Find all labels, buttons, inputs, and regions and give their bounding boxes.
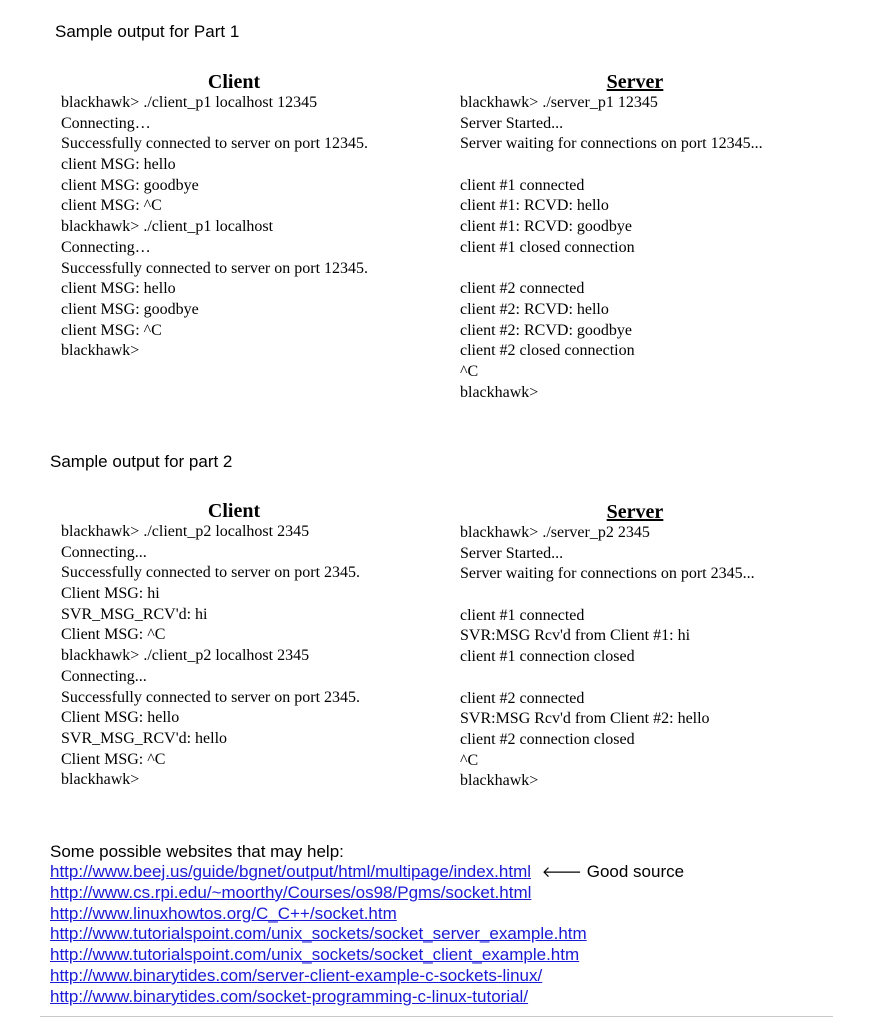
- output-line: blackhawk>: [460, 383, 539, 401]
- good-source-note: [542, 862, 684, 881]
- output-line: blackhawk> ./client_p1 localhost: [61, 218, 274, 236]
- output-line: client #1 connected: [460, 176, 585, 194]
- output-line: client #2 connected: [460, 280, 585, 298]
- output-line: Connecting...: [61, 667, 147, 685]
- blank-line: [460, 585, 840, 606]
- output-line: Successfully connected to server on port 2345.: [61, 688, 361, 706]
- part1-server-heading: Server: [606, 71, 664, 93]
- output-line: client MSG: goodbye: [61, 176, 199, 194]
- output-line: blackhawk> ./client_p2 localhost 2345: [61, 647, 310, 665]
- link-row: [50, 945, 684, 966]
- link-beej[interactable]: http://www.beej.us/guide/bgnet/output/html/multipage/index.html: [50, 862, 532, 881]
- link-row: [50, 883, 684, 904]
- good-source-label: Good source: [586, 862, 685, 881]
- link-row: [50, 987, 684, 1008]
- output-line: Client MSG: ^C: [61, 626, 166, 644]
- part1-client-heading: Client: [207, 71, 261, 93]
- part1-client-column: [61, 71, 421, 362]
- part2-client-heading: Client: [207, 500, 261, 522]
- output-line: client #1 connection closed: [460, 648, 635, 666]
- blank-line: [460, 668, 840, 689]
- output-line: Connecting…: [61, 238, 151, 256]
- output-line: Client MSG: ^C: [61, 750, 166, 768]
- blank-line: [460, 155, 840, 176]
- output-line: client #1 connected: [460, 606, 585, 624]
- output-line: blackhawk>: [61, 342, 140, 360]
- part2-server-output: [460, 523, 840, 792]
- output-line: blackhawk>: [460, 772, 539, 790]
- link-row: [50, 904, 684, 925]
- part1-title: Sample output for Part 1: [55, 22, 240, 41]
- output-line: Client MSG: hi: [61, 585, 160, 603]
- left-arrow-icon: 🡐: [541, 863, 582, 881]
- output-line: client #2: RCVD: hello: [460, 300, 609, 318]
- output-line: client MSG: hello: [61, 280, 176, 298]
- output-line: client #1 closed connection: [460, 238, 635, 256]
- output-line: client MSG: ^C: [61, 197, 162, 215]
- output-line: SVR_MSG_RCV'd: hello: [61, 729, 228, 747]
- link-row: [50, 924, 684, 945]
- output-line: client #2 connection closed: [460, 730, 635, 748]
- part2-title: Sample output for part 2: [50, 452, 233, 471]
- output-line: SVR:MSG Rcv'd from Client #2: hello: [460, 710, 710, 728]
- blank-line: [460, 259, 840, 280]
- websites-heading: Some possible websites that may help:: [50, 842, 344, 861]
- output-line: client #1: RCVD: goodbye: [460, 218, 632, 236]
- part2-client-output: [61, 522, 421, 791]
- link-linuxhowtos[interactable]: http://www.linuxhowtos.org/C_C++/socket.htm: [50, 903, 397, 923]
- output-line: blackhawk> ./server_p2 2345: [460, 524, 650, 541]
- link-rpi[interactable]: http://www.cs.rpi.edu/~moorthy/Courses/os98/Pgms/socket.html: [50, 882, 532, 902]
- output-line: client MSG: ^C: [61, 321, 162, 339]
- output-line: blackhawk> ./client_p2 localhost 2345: [61, 523, 310, 540]
- output-line: Successfully connected to server on port 12345.: [61, 135, 369, 153]
- output-line: Successfully connected to server on port 12345.: [61, 259, 369, 277]
- part2-client-column: [61, 500, 421, 791]
- output-line: Successfully connected to server on port 2345.: [61, 564, 361, 582]
- output-line: SVR:MSG Rcv'd from Client #1: hi: [460, 627, 691, 645]
- output-line: ^C: [460, 362, 479, 380]
- part1-server-column: [460, 71, 840, 403]
- output-line: Server Started...: [460, 544, 564, 562]
- part2-server-heading: Server: [606, 501, 664, 523]
- output-line: Server waiting for connections on port 2345...: [460, 565, 755, 583]
- output-line: client #2 connected: [460, 689, 585, 707]
- link-binarytides-tutorial[interactable]: http://www.binarytides.com/socket-programming-c-linux-tutorial/: [50, 986, 529, 1006]
- part1-server-output: [460, 93, 840, 403]
- output-line: blackhawk> ./server_p1 12345: [460, 94, 658, 111]
- output-line: Server waiting for connections on port 12345...: [460, 135, 763, 153]
- output-line: Connecting...: [61, 543, 147, 561]
- output-line: client #2: RCVD: goodbye: [460, 321, 632, 339]
- bottom-divider: [40, 1016, 833, 1017]
- link-binarytides-example[interactable]: http://www.binarytides.com/server-client-example-c-sockets-linux/: [50, 965, 543, 985]
- link-tutorialspoint-client[interactable]: http://www.tutorialspoint.com/unix_sockets/socket_client_example.htm: [50, 945, 580, 965]
- output-line: Client MSG: hello: [61, 709, 180, 727]
- output-line: blackhawk> ./client_p1 localhost 12345: [61, 94, 318, 111]
- output-line: Server Started...: [460, 114, 564, 132]
- link-row: [50, 862, 684, 883]
- output-line: client #1: RCVD: hello: [460, 197, 609, 215]
- part1-client-output: [61, 93, 421, 362]
- part2-server-column: [460, 501, 840, 792]
- output-line: ^C: [460, 751, 479, 769]
- output-line: client MSG: hello: [61, 156, 176, 174]
- link-row: [50, 966, 684, 987]
- websites-section: [50, 842, 684, 1008]
- output-line: Connecting…: [61, 114, 151, 132]
- output-line: SVR_MSG_RCV'd: hi: [61, 605, 208, 623]
- output-line: client MSG: goodbye: [61, 300, 199, 318]
- output-line: client #2 closed connection: [460, 342, 635, 360]
- output-line: blackhawk>: [61, 771, 140, 789]
- link-tutorialspoint-server[interactable]: http://www.tutorialspoint.com/unix_sockets/socket_server_example.htm: [50, 924, 587, 944]
